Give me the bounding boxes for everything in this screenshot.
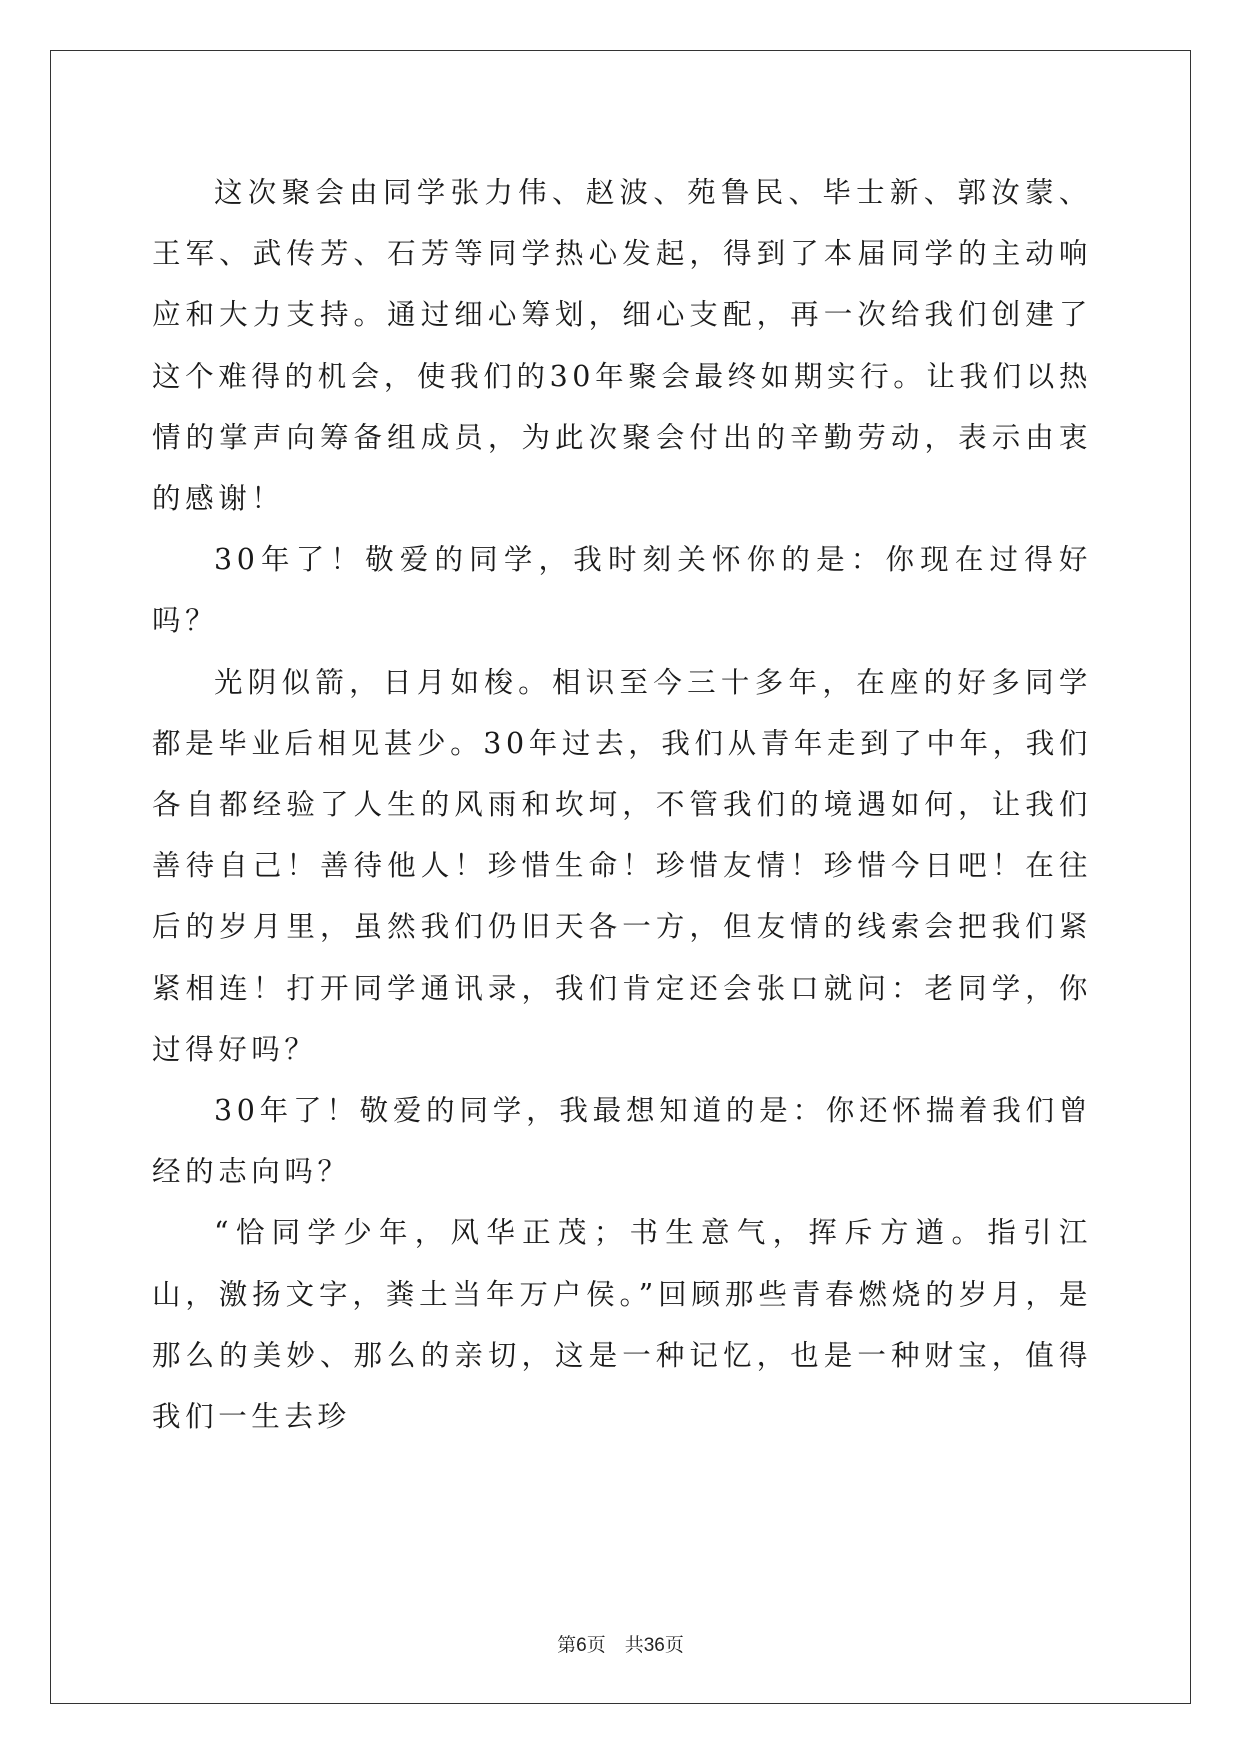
paragraph-poem-quote: “恰同学少年，风华正茂；书生意气，挥斥方遒。指引江山，激扬文字，粪土当年万户侯。”回顾那些青春燃烧的岁月，是那么的美妙、那么的亲切，这是一种记忆，也是一种财宝，值得我们一生去珍 [152, 1216, 1092, 1434]
footer-suffix: 页 [664, 1634, 684, 1656]
footer-total-pages: 36 [643, 1635, 665, 1656]
document-body [152, 162, 1092, 1447]
paragraph-how-are-you: 30年了！敬爱的同学，我时刻关怀你的是：你现在过得好吗？ [152, 543, 1092, 638]
footer-prefix: 第 [557, 1634, 577, 1656]
paragraph-organizers-thanks: 这次聚会由同学张力伟、赵波、苑鲁民、毕士新、郭汝蒙、王军、武传芳、石芳等同学热心发起，得到了本届同学的主动响应和大力支持。通过细心筹划，细心支配，再一次给我们创建了这个难得的机会，使我们的30年聚会最终如期实行。让我们以热情的掌声向筹备组成员，为此次聚会付出的辛勤劳动，表示由衷的感谢！ [152, 176, 1092, 516]
page-footer [0, 1633, 1241, 1658]
paragraph-ambitions: 30年了！敬爱的同学，我最想知道的是：你还怀揣着我们曾经的志向吗？ [152, 1094, 1092, 1189]
footer-current-page: 6 [576, 1635, 587, 1656]
paragraph-time-flies: 光阴似箭，日月如梭。相识至今三十多年，在座的好多同学都是毕业后相见甚少。30年过去，我们从青年走到了中年，我们各自都经验了人生的风雨和坎坷，不管我们的境遇如何，让我们善待自己！善待他人！珍惜生命！珍惜友情！珍惜今日吧！在往后的岁月里，虽然我们仍旧天各一方，但友情的线索会把我们紧紧相连！打开同学通讯录，我们肯定还会张口就问：老同学，你过得好吗？ [152, 665, 1092, 1066]
footer-mid: 页 共 [586, 1634, 644, 1656]
